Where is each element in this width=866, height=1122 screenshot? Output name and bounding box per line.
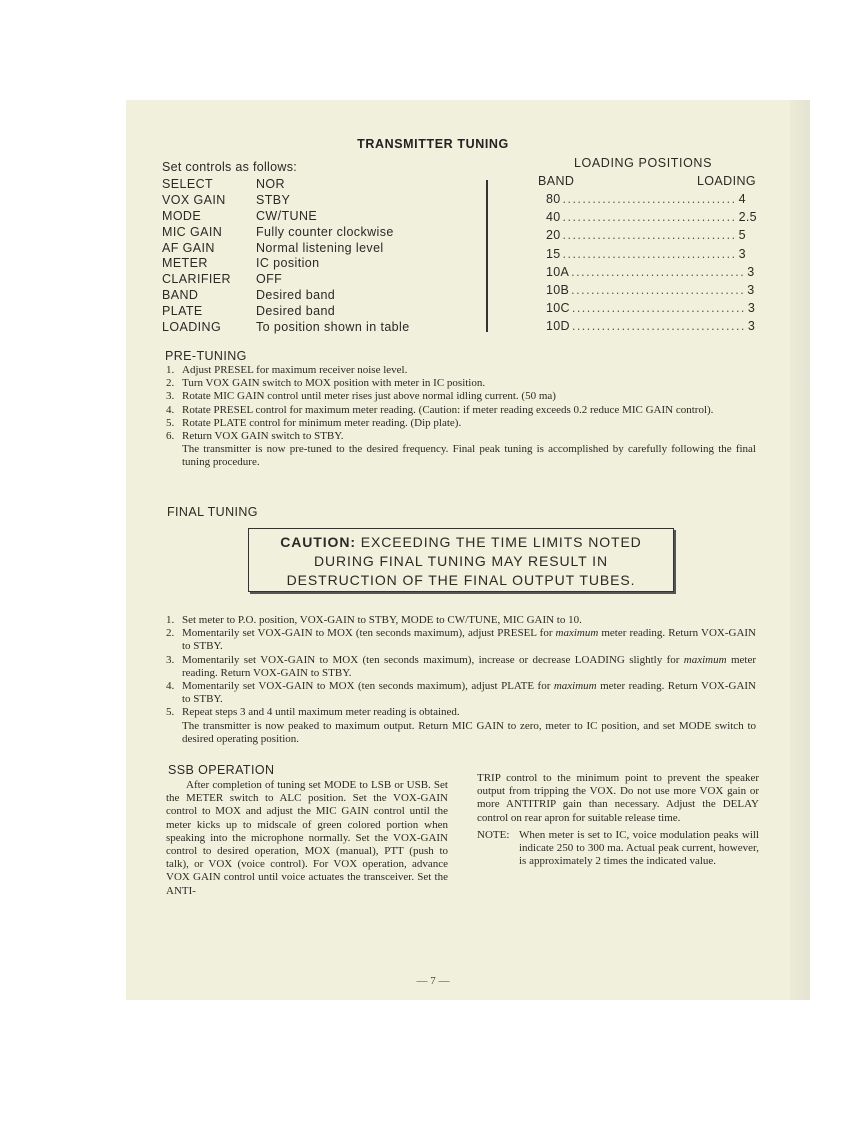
column-divider xyxy=(486,180,488,332)
table-row xyxy=(546,246,746,265)
control-name: MODE xyxy=(162,208,202,223)
ssb-right-text: TRIP control to the minimum point to prevent the speaker output from tripping the VOX. Do not use more VOX gain or more ANTITRIP gain than necessary. Adjust the DELAY control on rear apron for suitable release time. xyxy=(477,772,759,824)
control-setting: NOR xyxy=(256,177,285,191)
table-row xyxy=(546,192,746,210)
control-name: CLARIFIER xyxy=(162,272,231,287)
table-row xyxy=(162,288,462,304)
control-name: MIC GAIN xyxy=(162,224,223,239)
pretuning-section xyxy=(166,364,756,470)
table-row xyxy=(162,209,462,225)
dot-leader: ................................... xyxy=(571,319,746,334)
dot-leader: ................................... xyxy=(562,228,737,243)
band-cell: 10B xyxy=(546,282,570,297)
note-text: When meter is set to IC, voice modulation peaks will indicate 250 to 300 ma. Actual peak current, however, is approximately 2 times the indicated value. xyxy=(519,828,759,868)
loading-cell: 3 xyxy=(747,319,756,334)
control-setting: STBY xyxy=(256,192,291,207)
dot-leader: ................................... xyxy=(571,282,746,297)
band-cell: 15 xyxy=(546,246,561,261)
list-item: 3. Rotate MIC GAIN control until meter rises just above normal idling current. (50 ma) xyxy=(166,390,556,403)
band-cell: 10A xyxy=(546,264,570,279)
list-item: 1. Adjust PRESEL for maximum receiver noise level. xyxy=(166,364,408,376)
control-setting: IC position xyxy=(256,256,320,271)
loading-column-headers xyxy=(538,174,756,188)
controls-table xyxy=(162,177,462,336)
band-cell: 80 xyxy=(546,192,561,206)
control-setting: Desired band xyxy=(256,288,336,303)
loading-cell: 3 xyxy=(747,264,755,279)
pretuning-note: The transmitter is now pre-tuned to the desired frequency. Final peak tuning is accomplished by carefully following the final tuning procedure. xyxy=(182,443,756,469)
caution-line-3: DESTRUCTION OF THE FINAL OUTPUT TUBES. xyxy=(286,572,636,588)
band-column-header: BAND xyxy=(538,174,575,188)
ssb-left-column: After completion of tuning set MODE to LSB or USB. Set the METER switch to ALC position. Set the VOX-GAIN control to MOX and adjust the MIC GAIN control until the meter kicks up to midscale of green colored portion when speaking into the microphone normally. Set the VOX-GAIN control to desired operation, MOX (manual), PTT (push to talk), or VOX (voice control). For VOX operation, advance VOX GAIN control until voice actuates the transceiver. Set the ANTI- xyxy=(166,779,448,897)
table-row xyxy=(546,319,756,337)
list-item: 2. Turn VOX GAIN switch to MOX position with meter in IC position. xyxy=(166,377,486,390)
list-item: 4. Rotate PRESEL control for maximum meter reading. (Caution: if meter reading exceeds 0.2 reduce MIC GAIN control). xyxy=(166,403,714,416)
loading-cell: 4 xyxy=(738,192,746,206)
loading-cell: 3 xyxy=(747,301,756,316)
dot-leader: ................................... xyxy=(571,301,746,316)
dot-leader: ................................... xyxy=(562,192,737,206)
control-setting: OFF xyxy=(256,272,283,287)
page-edge xyxy=(790,100,810,1000)
control-setting: To position shown in table xyxy=(256,320,410,335)
table-row xyxy=(546,301,756,319)
table-row xyxy=(162,241,462,257)
control-setting: Desired band xyxy=(256,304,336,319)
final-tuning-heading: FINAL TUNING xyxy=(167,505,258,519)
final-tuning-steps xyxy=(166,614,756,720)
table-row xyxy=(546,228,746,246)
table-row xyxy=(162,272,462,288)
table-row xyxy=(162,256,462,272)
table-row xyxy=(162,193,462,209)
table-row xyxy=(162,177,462,193)
loading-cell: 3 xyxy=(747,282,755,297)
pretuning-heading: PRE-TUNING xyxy=(165,349,247,363)
dot-leader: ................................... xyxy=(562,246,737,261)
band-cell: 10D xyxy=(546,319,570,334)
page-title: TRANSMITTER TUNING xyxy=(357,137,509,151)
band-cell: 10C xyxy=(546,301,570,316)
table-row xyxy=(546,282,755,301)
loading-heading: LOADING POSITIONS xyxy=(574,156,713,170)
ssb-note xyxy=(477,829,759,869)
final-tuning-section xyxy=(166,614,756,746)
pretuning-steps xyxy=(166,364,756,443)
table-row xyxy=(162,225,462,241)
dot-leader: ................................... xyxy=(571,264,746,279)
band-cell: 20 xyxy=(546,228,561,243)
caution-box xyxy=(248,528,674,592)
controls-heading: Set controls as follows: xyxy=(162,160,298,174)
list-item: 1. Set meter to P.O. position, VOX-GAIN to STBY, MODE to CW/TUNE, MIC GAIN to 10. xyxy=(166,614,582,626)
ssb-right-column xyxy=(477,772,759,868)
dot-leader: ................................... xyxy=(562,210,737,225)
list-item: 5. Repeat steps 3 and 4 until maximum meter reading is obtained. xyxy=(166,706,460,719)
control-setting: Normal listening level xyxy=(256,240,384,255)
control-name: PLATE xyxy=(162,304,203,319)
control-name: BAND xyxy=(162,288,199,303)
control-name: METER xyxy=(162,256,208,271)
band-cell: 40 xyxy=(546,210,561,225)
loading-table xyxy=(546,192,757,338)
loading-column-header: LOADING xyxy=(696,174,756,188)
loading-cell: 5 xyxy=(738,228,746,243)
list-item: 6. Return VOX GAIN switch to STBY. xyxy=(166,430,344,443)
table-row xyxy=(162,320,462,336)
control-name: AF GAIN xyxy=(162,240,215,255)
caution-line-2: DURING FINAL TUNING MAY RESULT IN xyxy=(314,553,608,569)
control-name: SELECT xyxy=(162,177,214,191)
control-name: LOADING xyxy=(162,320,222,335)
caution-line-1: CAUTION: EXCEEDING THE TIME LIMITS NOTED xyxy=(280,534,642,550)
loading-cell: 2.5 xyxy=(738,210,757,225)
control-setting: Fully counter clockwise xyxy=(256,224,394,239)
loading-cell: 3 xyxy=(738,246,746,261)
page-number: — 7 — xyxy=(416,975,450,987)
note-label: NOTE: xyxy=(477,828,510,841)
table-row xyxy=(546,210,757,228)
ssb-heading: SSB OPERATION xyxy=(168,763,275,777)
final-tuning-note: The transmitter is now peaked to maximum output. Return MIC GAIN to zero, meter to IC position, and set MODE switch to desired operating position. xyxy=(182,719,756,745)
table-row xyxy=(546,264,755,283)
table-row xyxy=(162,304,462,320)
list-item: 4. Momentarily set VOX-GAIN to MOX (ten seconds maximum), adjust PLATE for maximum meter reading. Return VOX-GAIN to STBY. xyxy=(166,680,756,706)
list-item: 2. Momentarily set VOX-GAIN to MOX (ten seconds maximum), adjust PRESEL for maximum meter reading. Return VOX-GAIN to STBY. xyxy=(166,627,756,653)
list-item: 5. Rotate PLATE control for minimum meter reading. (Dip plate). xyxy=(166,416,462,429)
control-name: VOX GAIN xyxy=(162,192,226,207)
list-item: 3. Momentarily set VOX-GAIN to MOX (ten seconds maximum), increase or decrease LOADING slightly for maximum meter reading. Return VOX-GAIN to STBY. xyxy=(166,653,756,679)
control-setting: CW/TUNE xyxy=(256,208,318,223)
